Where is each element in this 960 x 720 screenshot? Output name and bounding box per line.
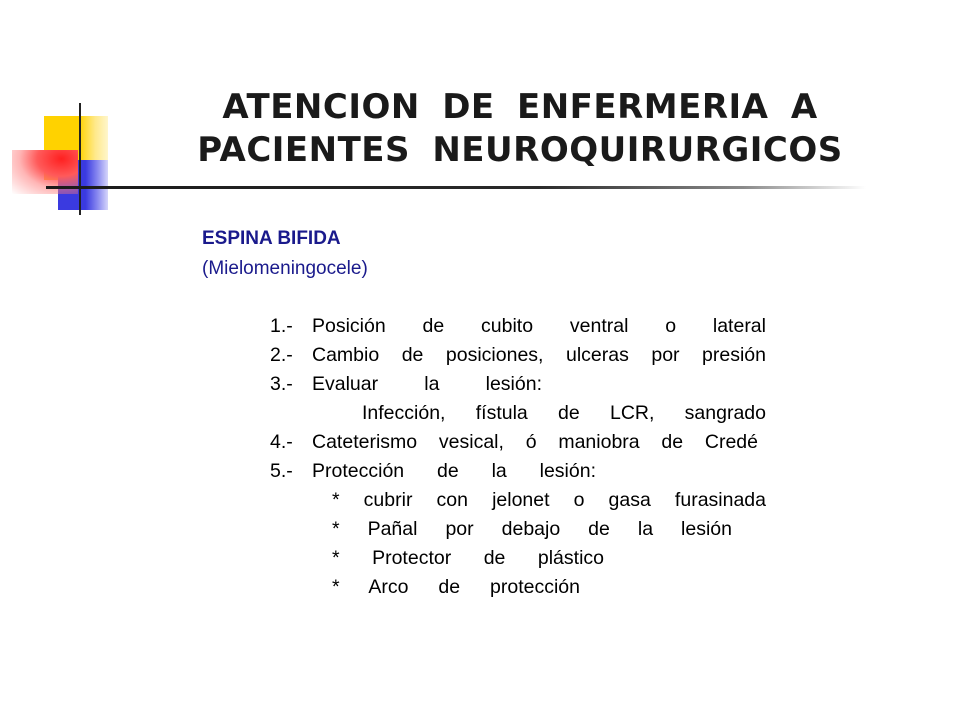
title-line-1: ATENCION DE ENFERMERIA A <box>222 87 818 127</box>
sub-item <box>270 573 580 602</box>
list-item <box>270 370 542 399</box>
sub-item-text: * cubrir con jelonet o gasa furasinada <box>332 489 766 511</box>
list-item <box>270 341 766 370</box>
item-text: Protección de la lesión: <box>312 460 596 482</box>
list-item <box>270 312 766 341</box>
care-list <box>270 312 766 602</box>
title-line-2: PACIENTES NEUROQUIRURGICOS <box>197 130 843 170</box>
list-item-continuation <box>270 399 766 428</box>
sub-item-text: * Protector de plástico <box>332 547 604 569</box>
title-underline <box>46 186 866 189</box>
sub-item <box>270 486 766 515</box>
item-number: 3.- <box>270 373 293 395</box>
slide-title <box>150 86 890 172</box>
list-item <box>270 428 758 457</box>
item-number: 1.- <box>270 315 293 337</box>
item-text: Evaluar la lesión: <box>312 373 542 395</box>
item-text: Infección, fístula de LCR, sangrado <box>362 402 766 424</box>
sub-item <box>270 544 604 573</box>
item-number: 4.- <box>270 431 293 453</box>
section-subheading: (Mielomeningocele) <box>202 258 368 279</box>
sub-item-text: * Pañal por debajo de la lesión <box>332 518 732 540</box>
item-text: Posición de cubito ventral o lateral <box>312 315 766 337</box>
vertical-rule-decoration <box>79 103 81 215</box>
item-text: Cambio de posiciones, ulceras por presión <box>312 344 766 366</box>
list-item <box>270 457 596 486</box>
item-text: Cateterismo vesical, ó maniobra de Credé <box>312 431 758 453</box>
item-number: 2.- <box>270 344 293 366</box>
section-heading: ESPINA BIFIDA <box>202 228 341 249</box>
item-number: 5.- <box>270 460 293 482</box>
sub-item-text: * Arco de protección <box>332 576 580 598</box>
sub-item <box>270 515 732 544</box>
